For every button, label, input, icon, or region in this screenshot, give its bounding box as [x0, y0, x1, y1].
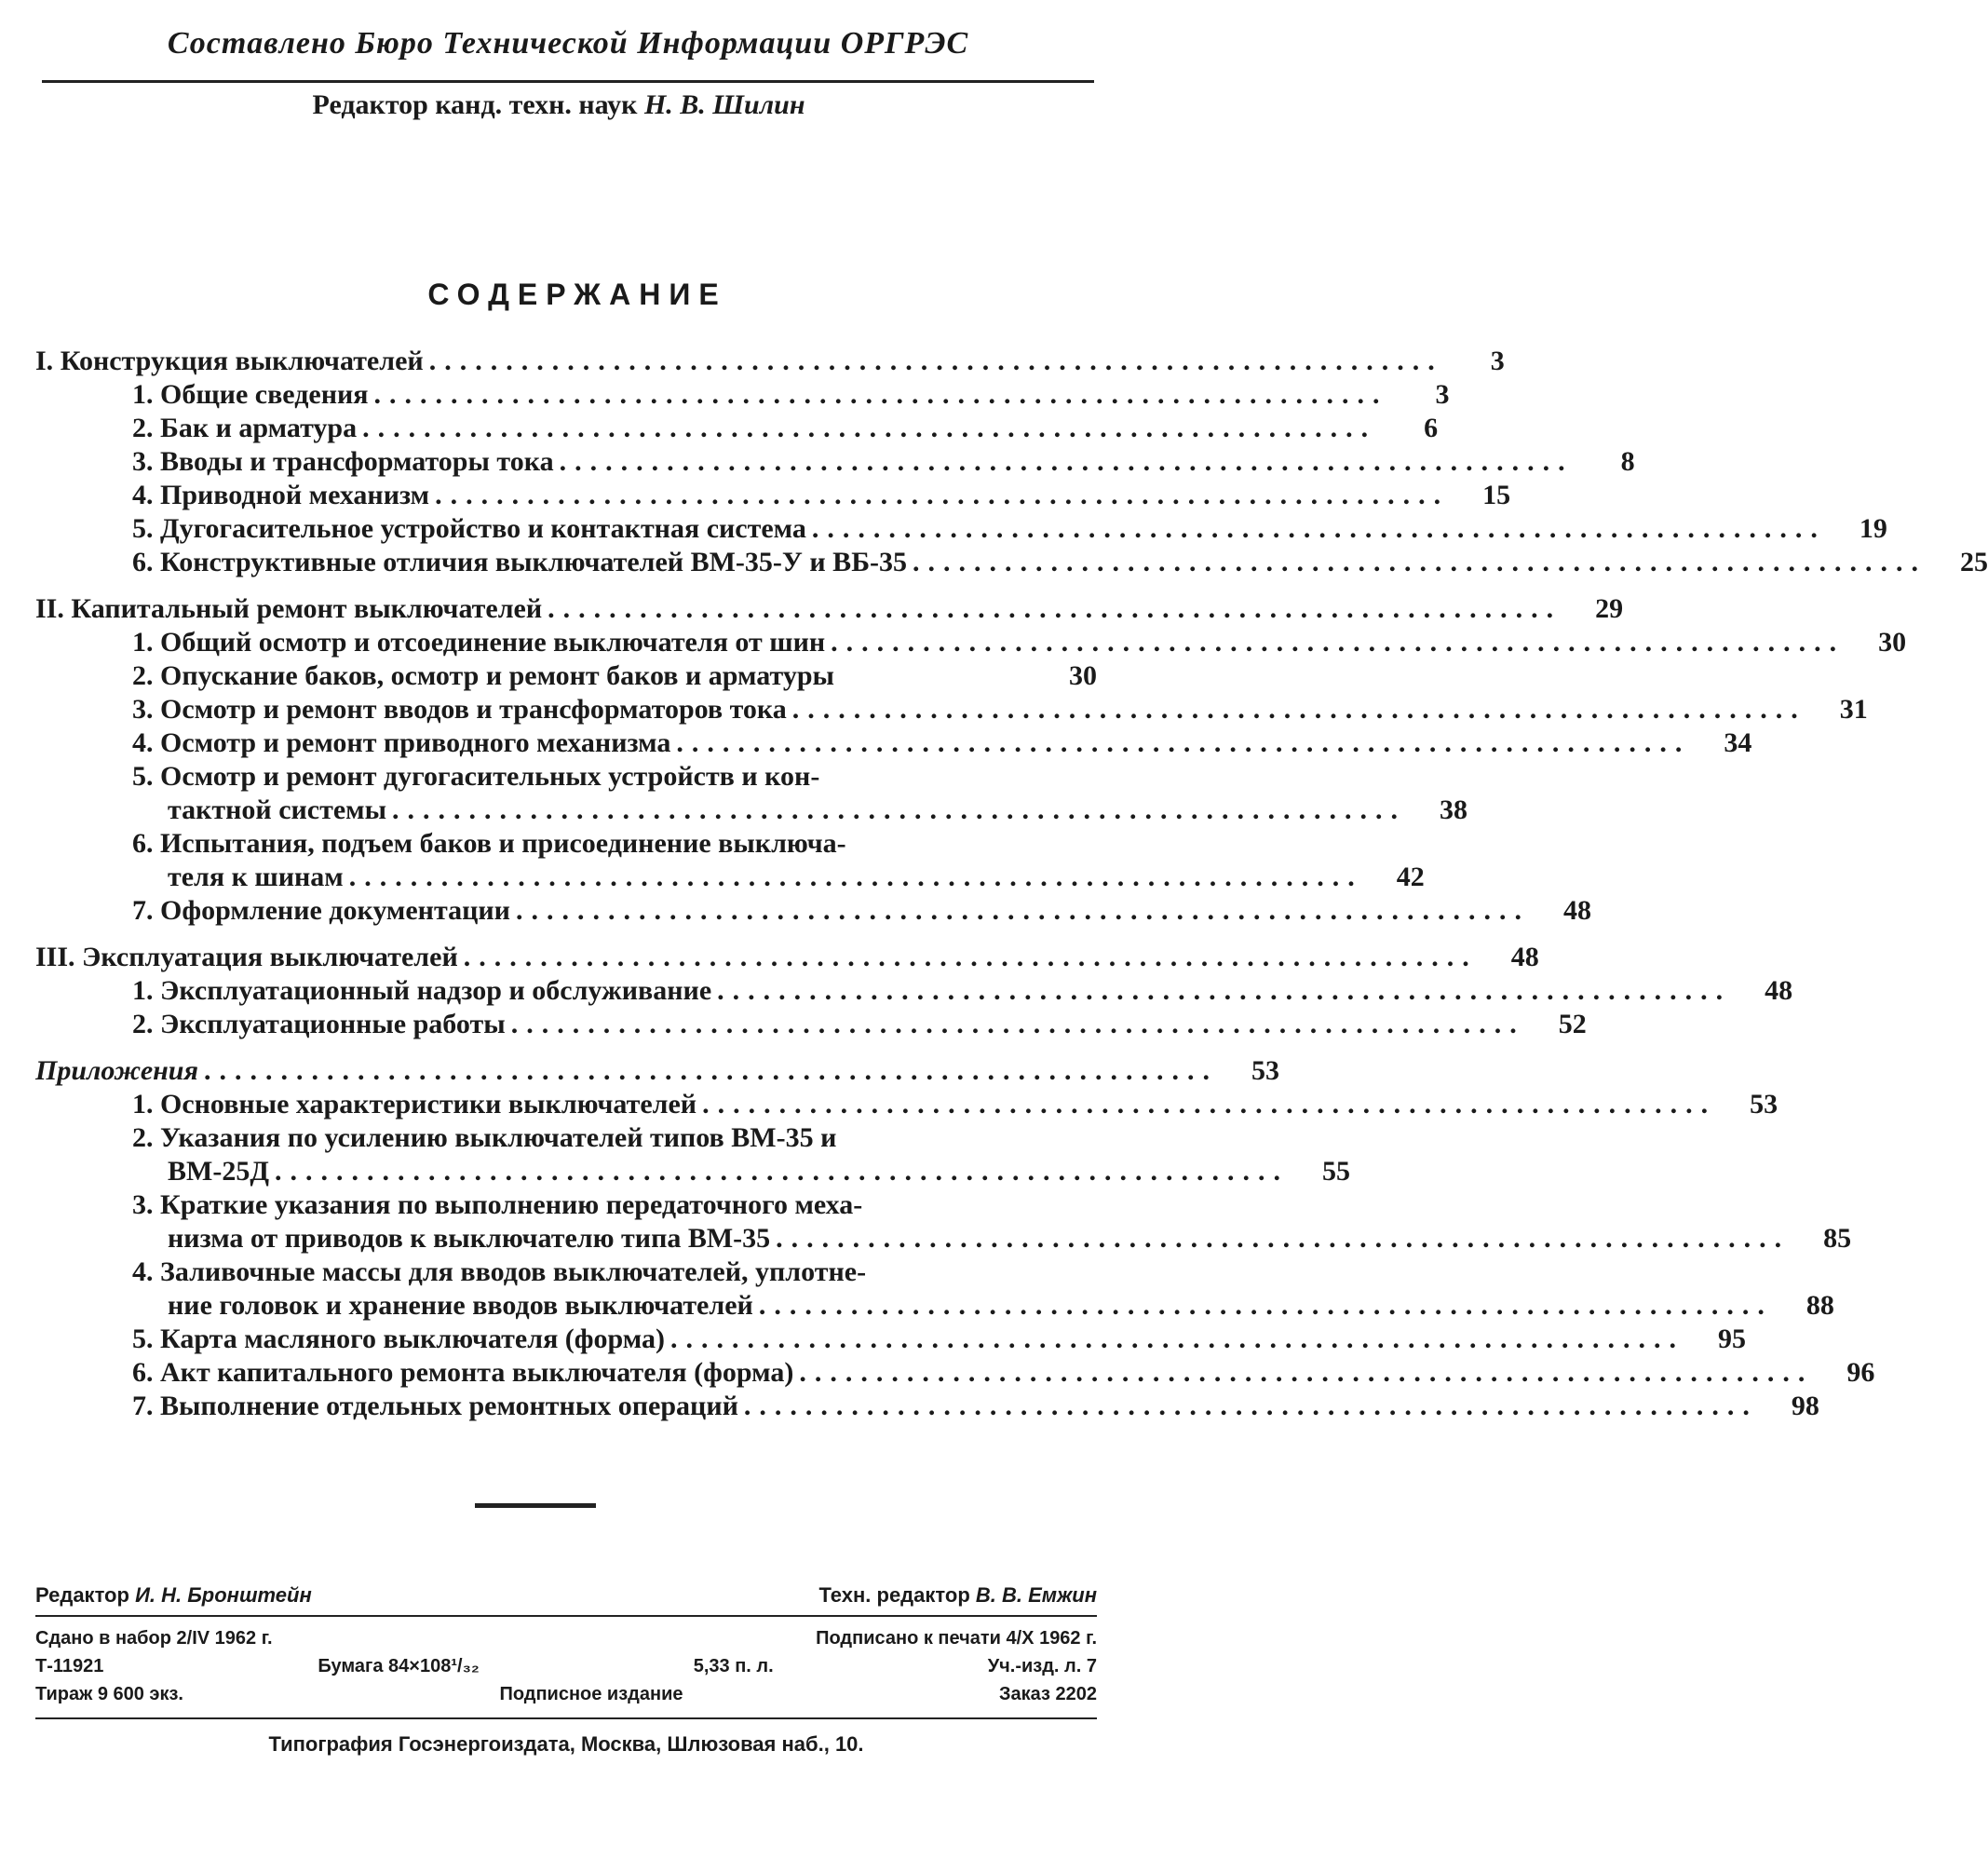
- item-number: 7.: [132, 1391, 154, 1421]
- item-number: 2.: [132, 660, 154, 691]
- paper-format: Бумага 84×108¹/₃₂: [318, 1656, 480, 1676]
- table-of-contents: [35, 345, 1988, 1423]
- page-number: 6: [1424, 413, 1439, 443]
- leader-dots: ..................................................................: [702, 1089, 1717, 1120]
- page-number: 31: [1839, 694, 1868, 725]
- page-number: 25: [1960, 547, 1988, 577]
- toc-item[interactable]: [35, 1390, 1819, 1423]
- item-number: 2.: [132, 413, 154, 443]
- item-number: 4.: [132, 727, 154, 758]
- page-number: 3: [1435, 379, 1450, 410]
- toc-item[interactable]: [35, 1323, 1746, 1356]
- item-title: Краткие указания по выполнению передаточного меха-: [160, 1189, 863, 1220]
- item-number: 1.: [132, 975, 154, 1006]
- item-number: 7.: [132, 895, 154, 926]
- toc-item[interactable]: [35, 659, 1097, 693]
- item-title: Конструктивные отличия выключателей ВМ-35-У и ВБ-35: [160, 547, 908, 577]
- editor: [35, 1581, 312, 1609]
- editors-row: [35, 1581, 1097, 1609]
- toc-item[interactable]: [35, 378, 1450, 412]
- item-title: Общие сведения: [160, 379, 369, 410]
- toc-item[interactable]: [35, 1188, 1852, 1255]
- leader-dots: ..................................................................: [831, 627, 1846, 658]
- editor-name: И. Н. Бронштейн: [135, 1583, 312, 1607]
- item-title: Эксплуатационные работы: [160, 1009, 506, 1039]
- section-title: Конструкция выключателей: [60, 346, 424, 376]
- section-title: Капитальный ремонт выключателей: [71, 593, 543, 624]
- leader-dots: ..................................................................: [428, 346, 1443, 376]
- toc-item[interactable]: [35, 1121, 1350, 1188]
- signed-date: Подписано к печати 4/X 1962 г.: [816, 1628, 1097, 1649]
- tech-editor-name: В. В. Емжин: [975, 1583, 1097, 1607]
- publisher-sheets: Уч.-изд. л. 7: [987, 1656, 1097, 1676]
- leader-dots: ..................................................................: [510, 1009, 1525, 1039]
- item-number: 6.: [132, 828, 154, 859]
- page-number: 19: [1859, 513, 1887, 544]
- item-title: Эксплуатационный надзор и обслуживание: [160, 975, 712, 1006]
- subscription-note: Подписное издание: [499, 1684, 683, 1704]
- page-number: 48: [1562, 895, 1591, 926]
- leader-dots: ..................................................................: [676, 727, 1691, 758]
- toc-section-2[interactable]: [35, 592, 1624, 626]
- toc-item[interactable]: [35, 1255, 1834, 1323]
- toc-item[interactable]: [35, 412, 1439, 445]
- page-number: 52: [1558, 1009, 1587, 1039]
- item-title-continued: ние головок и хранение вводов выключателей: [168, 1290, 753, 1321]
- item-title-continued: тактной системы: [168, 794, 387, 825]
- section-title: Эксплуатация выключателей: [82, 942, 458, 972]
- page-number: 29: [1595, 593, 1624, 624]
- page-number: 3: [1490, 346, 1505, 376]
- leader-dots: ..................................................................: [463, 942, 1478, 972]
- toc-item[interactable]: [35, 760, 1468, 827]
- item-number: 6.: [132, 547, 154, 577]
- toc-item[interactable]: [35, 894, 1591, 928]
- item-number: 3.: [132, 694, 154, 725]
- page-number: 34: [1724, 727, 1752, 758]
- editor-prefix: Редактор канд. техн. наук: [312, 89, 638, 120]
- page-number: 8: [1620, 446, 1635, 477]
- item-number: 6.: [132, 1357, 154, 1388]
- leader-dots: ..................................................................: [274, 1156, 1289, 1187]
- editor-label: Редактор: [35, 1583, 129, 1607]
- leader-dots: ..................................................................: [743, 1391, 1758, 1421]
- item-number: 1.: [132, 1089, 154, 1120]
- page-number: 53: [1750, 1089, 1778, 1120]
- page-number: 96: [1846, 1357, 1875, 1388]
- item-title: Осмотр и ремонт вводов и трансформаторов тока: [160, 694, 787, 725]
- item-number: 4.: [132, 480, 154, 510]
- editor-name: Н. В. Шилин: [643, 89, 805, 120]
- leader-dots: ..................................................................: [670, 1323, 1684, 1354]
- page-number: 42: [1396, 862, 1425, 892]
- section-number: III.: [35, 942, 75, 972]
- toc-item[interactable]: [35, 1088, 1778, 1121]
- toc-section-appendices[interactable]: [35, 1054, 1279, 1088]
- leader-dots: ..................................................................: [811, 513, 1826, 544]
- item-title: Основные характеристики выключателей: [160, 1089, 697, 1120]
- print-run: Тираж 9 600 экз.: [35, 1684, 183, 1704]
- compiled-by-header: Составлено Бюро Технической Информации ОРГРЭС: [167, 26, 969, 61]
- toc-item[interactable]: [35, 1008, 1587, 1041]
- leader-dots: ..................................................................: [791, 694, 1806, 725]
- publication-code: Т-11921: [35, 1656, 104, 1676]
- imprint-row-3: [35, 1680, 1097, 1708]
- leader-dots: ..................................................................: [435, 480, 1450, 510]
- leader-dots: ..................................................................: [373, 379, 1388, 410]
- leader-dots: ..................................................................: [548, 593, 1562, 624]
- toc-title: СОДЕРЖАНИЕ: [427, 278, 727, 311]
- page-number: 95: [1718, 1323, 1746, 1354]
- leader-dots: ..................................................................: [717, 975, 1732, 1006]
- toc-section-1[interactable]: [35, 345, 1505, 378]
- item-title-continued: низма от приводов к выключателю типа ВМ-35: [168, 1223, 771, 1254]
- item-title-continued: теля к шинам: [168, 862, 344, 892]
- toc-item[interactable]: [35, 445, 1635, 479]
- toc-item[interactable]: [35, 512, 1887, 546]
- page-number: 30: [1069, 660, 1097, 691]
- item-title: Испытания, подъем баков и присоединение выключа-: [160, 828, 846, 859]
- item-title: Общий осмотр и отсоединение выключателя от шин: [160, 627, 826, 658]
- item-title: Осмотр и ремонт дугогасительных устройств и кон-: [160, 761, 820, 792]
- item-title: Бак и арматура: [160, 413, 358, 443]
- item-title: Оформление документации: [160, 895, 510, 926]
- item-number: 5.: [132, 1323, 154, 1354]
- toc-item[interactable]: [35, 693, 1868, 726]
- page-number: 48: [1765, 975, 1793, 1006]
- toc-item[interactable]: [35, 546, 1988, 579]
- item-title: Заливочные массы для вводов выключателей, уплотне-: [160, 1256, 867, 1287]
- leader-dots: ..................................................................: [559, 446, 1574, 477]
- toc-item[interactable]: [35, 827, 1425, 894]
- leader-dots: ..................................................................: [776, 1223, 1791, 1254]
- toc-item[interactable]: [35, 479, 1511, 512]
- item-title-continued: ВМ-25Д: [168, 1156, 269, 1187]
- section-number: II.: [35, 593, 64, 624]
- submitted-date: Сдано в набор 2/IV 1962 г.: [35, 1628, 273, 1649]
- leader-dots: ..................................................................: [799, 1357, 1814, 1388]
- page-number: 88: [1805, 1290, 1834, 1321]
- leader-dots: ..................................................................: [913, 547, 1927, 577]
- imprint-bottom-rule: [35, 1717, 1097, 1719]
- toc-item[interactable]: [35, 626, 1907, 659]
- tech-editor: [818, 1581, 1097, 1609]
- page-number: 30: [1878, 627, 1907, 658]
- leader-dots: ..................................................................: [348, 862, 1363, 892]
- leader-dots: ..................................................................: [203, 1055, 1218, 1086]
- section-title: Приложения: [35, 1055, 198, 1086]
- page-number: 85: [1823, 1223, 1852, 1254]
- printer-line: Типография Госэнергоиздата, Москва, Шлюзовая наб., 10.: [268, 1732, 864, 1756]
- item-title: Приводной механизм: [160, 480, 430, 510]
- header-rule: [42, 80, 1094, 83]
- tech-editor-label: Техн. редактор: [818, 1583, 970, 1607]
- end-rule: [475, 1503, 596, 1508]
- item-title: Указания по усилению выключателей типов ВМ-35 и: [160, 1122, 837, 1153]
- item-title: Дугогасительное устройство и контактная система: [160, 513, 806, 544]
- item-title: Акт капитального ремонта выключателя (форма): [160, 1357, 794, 1388]
- item-number: 2.: [132, 1122, 154, 1153]
- page-number: 15: [1482, 480, 1511, 510]
- order-number: Заказ 2202: [998, 1684, 1097, 1704]
- item-number: 1.: [132, 627, 154, 658]
- item-title: Карта масляного выключателя (форма): [160, 1323, 665, 1354]
- item-number: 5.: [132, 513, 154, 544]
- leader-dots: ..................................................................: [392, 794, 1407, 825]
- item-number: 1.: [132, 379, 154, 410]
- toc-item[interactable]: [35, 726, 1752, 760]
- item-title: Выполнение отдельных ремонтных операций: [160, 1391, 738, 1421]
- page-number: 48: [1510, 942, 1539, 972]
- item-number: 2.: [132, 1009, 154, 1039]
- item-number: 3.: [132, 1189, 154, 1220]
- item-number: 4.: [132, 1256, 154, 1287]
- item-number: 5.: [132, 761, 154, 792]
- imprint-row-2: [35, 1652, 1097, 1680]
- toc-item[interactable]: [35, 1356, 1875, 1390]
- item-title: Осмотр и ремонт приводного механизма: [160, 727, 671, 758]
- leader-dots: ..................................................................: [362, 413, 1377, 443]
- imprint-block: [35, 1581, 1097, 1758]
- page-number: 38: [1440, 794, 1468, 825]
- page-number: 98: [1791, 1391, 1819, 1421]
- item-title: Вводы и трансформаторы тока: [160, 446, 554, 477]
- item-number: 3.: [132, 446, 154, 477]
- printed-sheets: 5,33 п. л.: [693, 1656, 774, 1676]
- toc-item[interactable]: [35, 974, 1793, 1008]
- scientific-editor-line: [0, 89, 1117, 121]
- leader-dots: ..................................................................: [758, 1290, 1773, 1321]
- imprint-rule: [35, 1615, 1097, 1617]
- leader-dots: ..................................................................: [515, 895, 1530, 926]
- section-number: I.: [35, 346, 54, 376]
- page-number: 53: [1251, 1055, 1279, 1086]
- toc-section-3[interactable]: [35, 941, 1539, 974]
- imprint-row-1: [35, 1624, 1097, 1652]
- item-title: Опускание баков, осмотр и ремонт баков и арматуры: [160, 660, 834, 691]
- page-number: 55: [1321, 1156, 1350, 1187]
